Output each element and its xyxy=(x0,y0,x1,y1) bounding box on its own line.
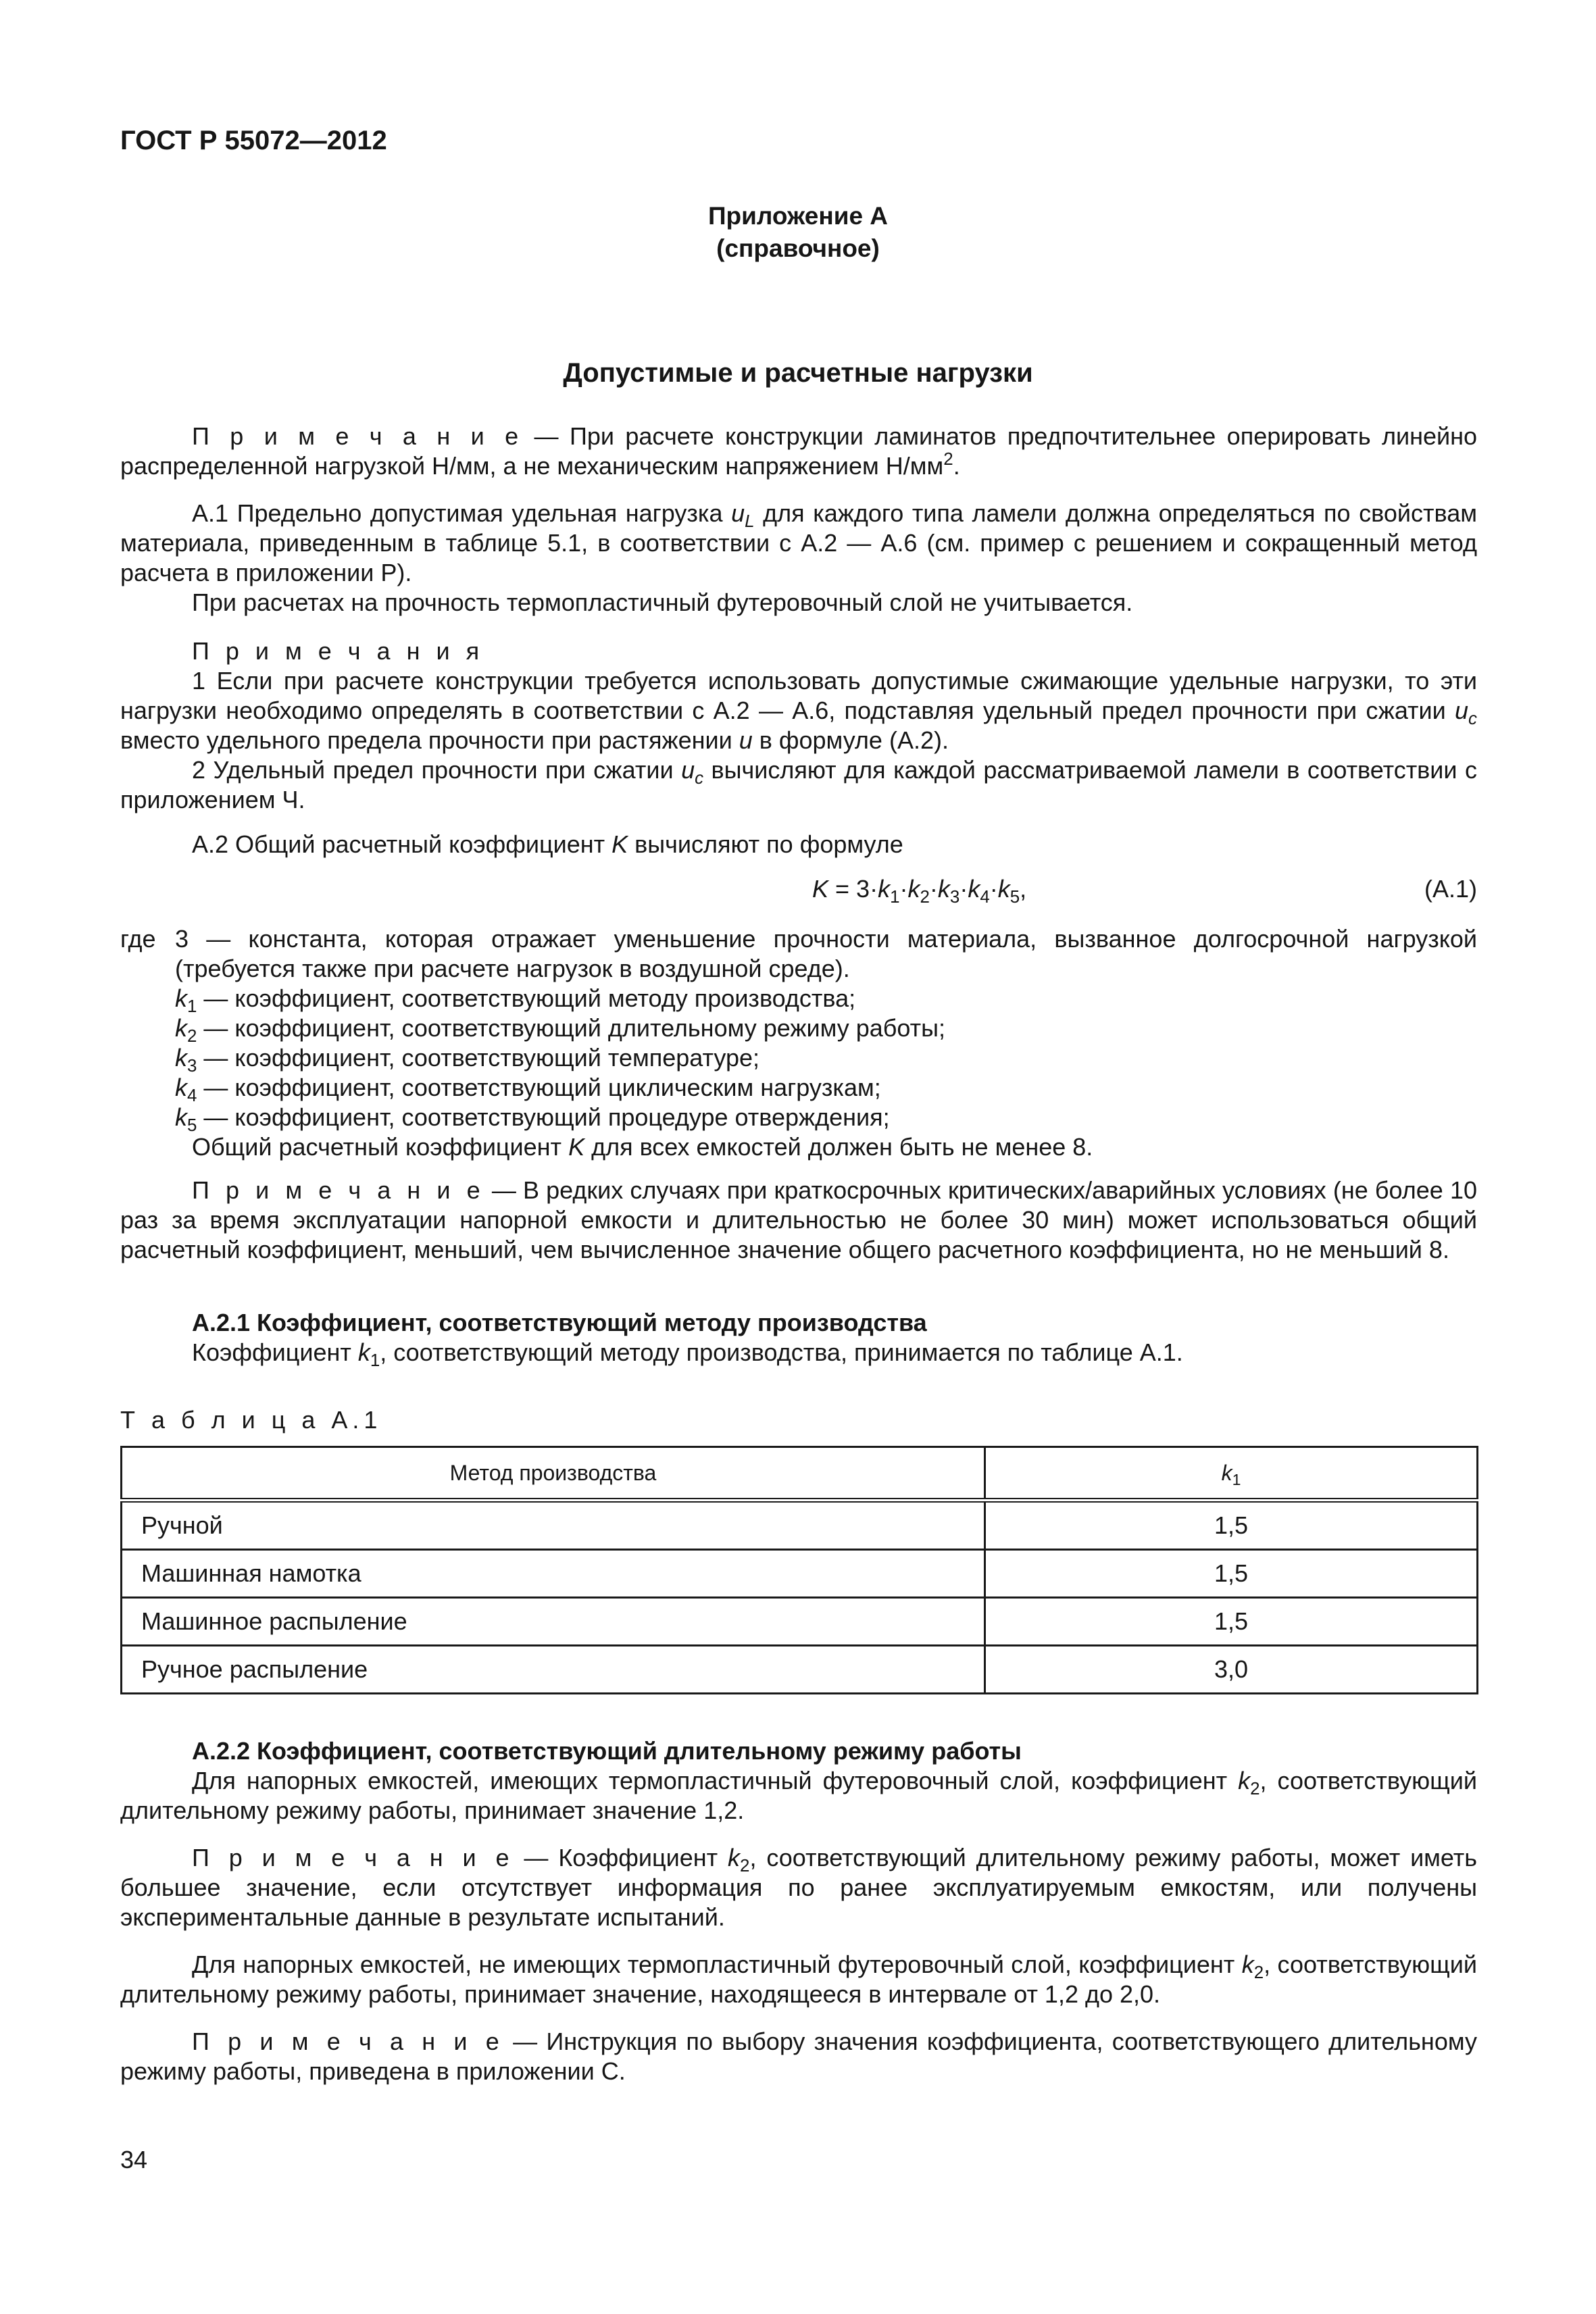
note-paragraph: П р и м е ч а н и е — При расчете конструкции ламинатов предпочтительнее оперировать линейно распределенной нагрузкой Н/мм, а не механическим напряжением $Н/мм^2$. xyxy=(120,422,1478,480)
note-paragraph: П р и м е ч а н и е — Инструкция по выбору значения коэффициента, соответствующего длительному режиму работы, приведена в приложении С. xyxy=(120,2028,1477,2085)
note-paragraph: П р и м е ч а н и е — В редких случаях при краткосрочных критических/аварийных условиях (не более 10 раз за время эксплуатации напорной емкости и длительностью не более 30 мин) может использоваться общий расчетный коэффициент, меньший, чем вычисленное значение общего расчетного коэффициента, но не меньший 8. xyxy=(120,1176,1477,1263)
table-a1 xyxy=(120,1446,1478,1694)
note-paragraph: П р и м е ч а н и е — Коэффициент $k_2$, соответствующий длительному режиму работы, может иметь большее значение, если отсутствует информация по ранее эксплуатируемым емкостям, или получены экспериментальные данные в результате испытаний. xyxy=(120,1844,1478,1931)
table-row xyxy=(122,1501,1478,1550)
formula-number: (А.1) xyxy=(1424,875,1477,903)
where-label: где xyxy=(120,925,156,953)
paragraph-a21: Коэффициент $k_1$, соответствующий методу производства, принимается по таблице А.1. xyxy=(192,1338,1183,1370)
appendix-type: (справочное) xyxy=(716,234,880,262)
note-1: 1 Если при расчете конструкции требуется использовать допустимые сжимающие удельные нагрузки, то эти нагрузки необходимо определять в соответствии с А.2 — А.6, подставляя удельный предел прочности при сжатии $u_c$ вместо удельного предела прочности при растяжении u в формуле (А.2). xyxy=(120,667,1477,754)
paragraph-a1-thermoplastic: При расчетах на прочность термопластичный футеровочный слой не учитывается. xyxy=(192,588,1133,616)
notes-label: П р и м е ч а н и я xyxy=(192,637,484,665)
list-item: $k_3$ — коэффициент, соответствующий температуре; xyxy=(175,1044,760,1076)
table-cell-k1: 1,5 xyxy=(985,1598,1478,1646)
table-cell-method: Ручное распыление xyxy=(122,1646,985,1694)
where-block xyxy=(120,924,1477,984)
coefficient-list xyxy=(175,984,1477,1162)
table-row xyxy=(122,1598,1478,1646)
note-label: П р и м е ч а н и е xyxy=(192,422,524,450)
table-caption: Т а б л и ц а А.1 xyxy=(120,1406,382,1434)
page-number: 34 xyxy=(120,2146,148,2173)
appendix-title: Приложение А xyxy=(707,202,889,230)
heading-a21: А.2.1 Коэффициент, соответствующий методу производства xyxy=(192,1309,927,1336)
heading-a22: А.2.2 Коэффициент, соответствующий длительному режиму работы xyxy=(192,1737,1022,1765)
list-item: $k_4$ — коэффициент, соответствующий циклическим нагрузкам; xyxy=(175,1074,881,1105)
table-cell-method: Машинная намотка xyxy=(122,1550,985,1598)
formula-a1 xyxy=(120,874,1477,907)
formula-expression: $K = 3\cdot k_1\cdot k_2\cdot k_3\cdot k_4\cdot k_5$, xyxy=(812,875,1027,907)
table-cell-method: Машинное распыление xyxy=(122,1598,985,1646)
standard-header: ГОСТ Р 55072—2012 xyxy=(120,126,387,155)
table-cell-k1: 3,0 xyxy=(985,1646,1478,1694)
paragraph-a22-2: Для напорных емкостей, не имеющих термопластичный футеровочный слой, коэффициент $k_2$, соответствующий длительному режиму работы, принимает значение, находящееся в интервале от 1,2 до 2,0. xyxy=(120,1951,1477,2008)
table-row xyxy=(122,1550,1478,1598)
table-cell-method: Ручной xyxy=(122,1501,985,1550)
list-item: $k_2$ — коэффициент, соответствующий длительному режиму работы; xyxy=(175,1014,945,1046)
paragraph-a2: А.2 Общий расчетный коэффициент K вычисляют по формуле xyxy=(192,830,903,858)
table-cell-k1: 1,5 xyxy=(985,1501,1478,1550)
paragraph-a1: А.1 Предельно допустимая удельная нагрузка $u_L$ для каждого типа ламели должна определяться по свойствам материала, приведенным в таблице 5.1, в соответствии с А.2 — А.6 (см. пример с решением и сокращенный метод расчета в приложении Р). xyxy=(120,499,1477,586)
list-item: $k_1$ — коэффициент, соответствующий методу производства; xyxy=(175,984,856,1016)
table-header-k1: $k_1$ xyxy=(985,1447,1478,1501)
table-cell-k1: 1,5 xyxy=(985,1550,1478,1598)
list-item: Общий расчетный коэффициент K для всех емкостей должен быть не менее 8. xyxy=(192,1133,1093,1161)
list-item: $k_5$ — коэффициент, соответствующий процедуре отверждения; xyxy=(175,1103,890,1135)
table-row xyxy=(122,1646,1478,1694)
section-title: Допустимые и расчетные нагрузки xyxy=(563,358,1033,388)
table-header-row xyxy=(122,1447,1478,1501)
where-constant: 3 — константа, которая отражает уменьшение прочности материала, вызванное долгосрочной нагрузкой (требуется также при расчете нагрузок в воздушной среде). xyxy=(175,925,1477,982)
note-2: 2 Удельный предел прочности при сжатии $u_c$ вычисляют для каждой рассматриваемой ламели в соответствии с приложением Ч. xyxy=(120,756,1478,813)
paragraph-a22-1: Для напорных емкостей, имеющих термопластичный футеровочный слой, коэффициент $k_2$, соответствующий длительному режиму работы, принимает значение 1,2. xyxy=(120,1767,1477,1824)
table-header-method: Метод производства xyxy=(122,1447,985,1501)
